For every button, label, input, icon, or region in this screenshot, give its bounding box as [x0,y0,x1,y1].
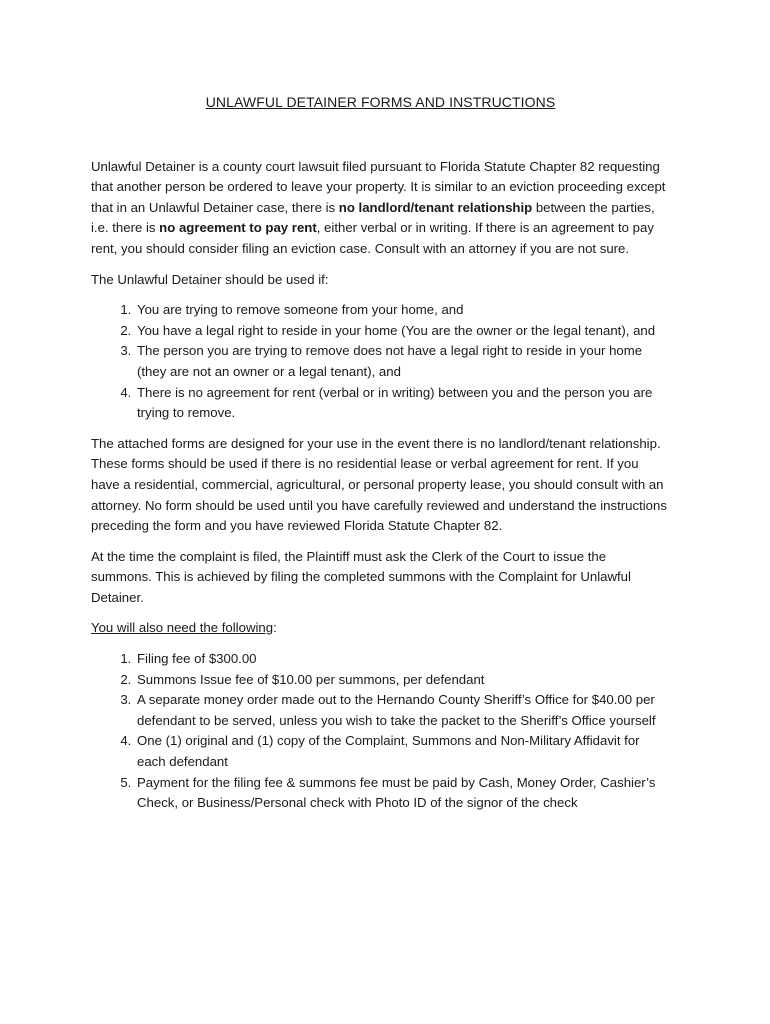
intro-bold-no-landlord: no landlord/tenant relationship [338,199,533,215]
summons-paragraph: At the time the complaint is filed, the Plaintiff must ask the Clerk of the Court to issue the summons. This is achieved by filing the completed summons with the Complaint for Unlawful Detainer. [91,548,631,605]
need-heading [91,618,670,639]
list-item: 5. Payment for the filing fee & summons fee must be paid by Cash, Money Order, Cashier’s Check, or Business/Personal check with Photo ID of the signor of the check [135,773,670,814]
list-item: 3. The person you are trying to remove does not have a legal right to reside in your home (they are not an owner or a legal tenant), and [135,341,670,382]
intro-text-1: Unlawful Detainer is a county court lawsuit filed pursuant to Florida Statute Chapter 82 requesting that another person be ordered to leave your property. It is similar to an eviction proceeding except that in an Unlawful Detainer case, there is [91,158,666,215]
intro-text-2: between the parties, i.e. there is [91,199,655,236]
list-item: 4. One (1) original and (1) copy of the Complaint, Summons and Non-Military Affidavit for each defendant [135,731,670,772]
need-heading-colon: : [273,620,277,636]
attached-forms-paragraph: The attached forms are designed for your use in the event there is no landlord/tenant relationship. These forms should be used if there is no residential lease or verbal agreement for rent. If you have a residential, commercial, agricultural, or personal property lease, you should consult with an attorney. No form should be used until you have carefully reviewed and understand the instructions preceding the form and you have reviewed Florida Statute Chapter 82. [91,435,667,534]
use-if-heading: The Unlawful Detainer should be used if: [91,271,329,287]
need-list [91,649,670,814]
intro-paragraph [91,157,670,260]
list-item: 2. You have a legal right to reside in your home (You are the owner or the legal tenant), and [135,321,670,342]
list-item: 1. Filing fee of $300.00 [135,649,670,670]
list-item: 3. A separate money order made out to the Hernando County Sheriff’s Office for $40.00 per defendant to be served, unless you wish to take the packet to the Sheriff’s Office yourself [135,690,670,731]
list-item: 2. Summons Issue fee of $10.00 per summons, per defendant [135,670,670,691]
need-heading-text: You will also need the following [91,620,274,636]
intro-text-3: , either verbal or in writing. If there is an agreement to pay rent, you should consider filing an eviction case. Consult with an attorney if you are not sure. [91,220,654,256]
document-title: UNLAWFUL DETAINER FORMS AND INSTRUCTIONS [205,94,556,110]
list-item: 4. There is no agreement for rent (verbal or in writing) between you and the person you are trying to remove. [135,383,670,424]
use-if-list [91,300,670,424]
list-item: 1. You are trying to remove someone from your home, and [135,300,670,321]
intro-bold-no-rent: no agreement to pay rent [159,220,317,236]
